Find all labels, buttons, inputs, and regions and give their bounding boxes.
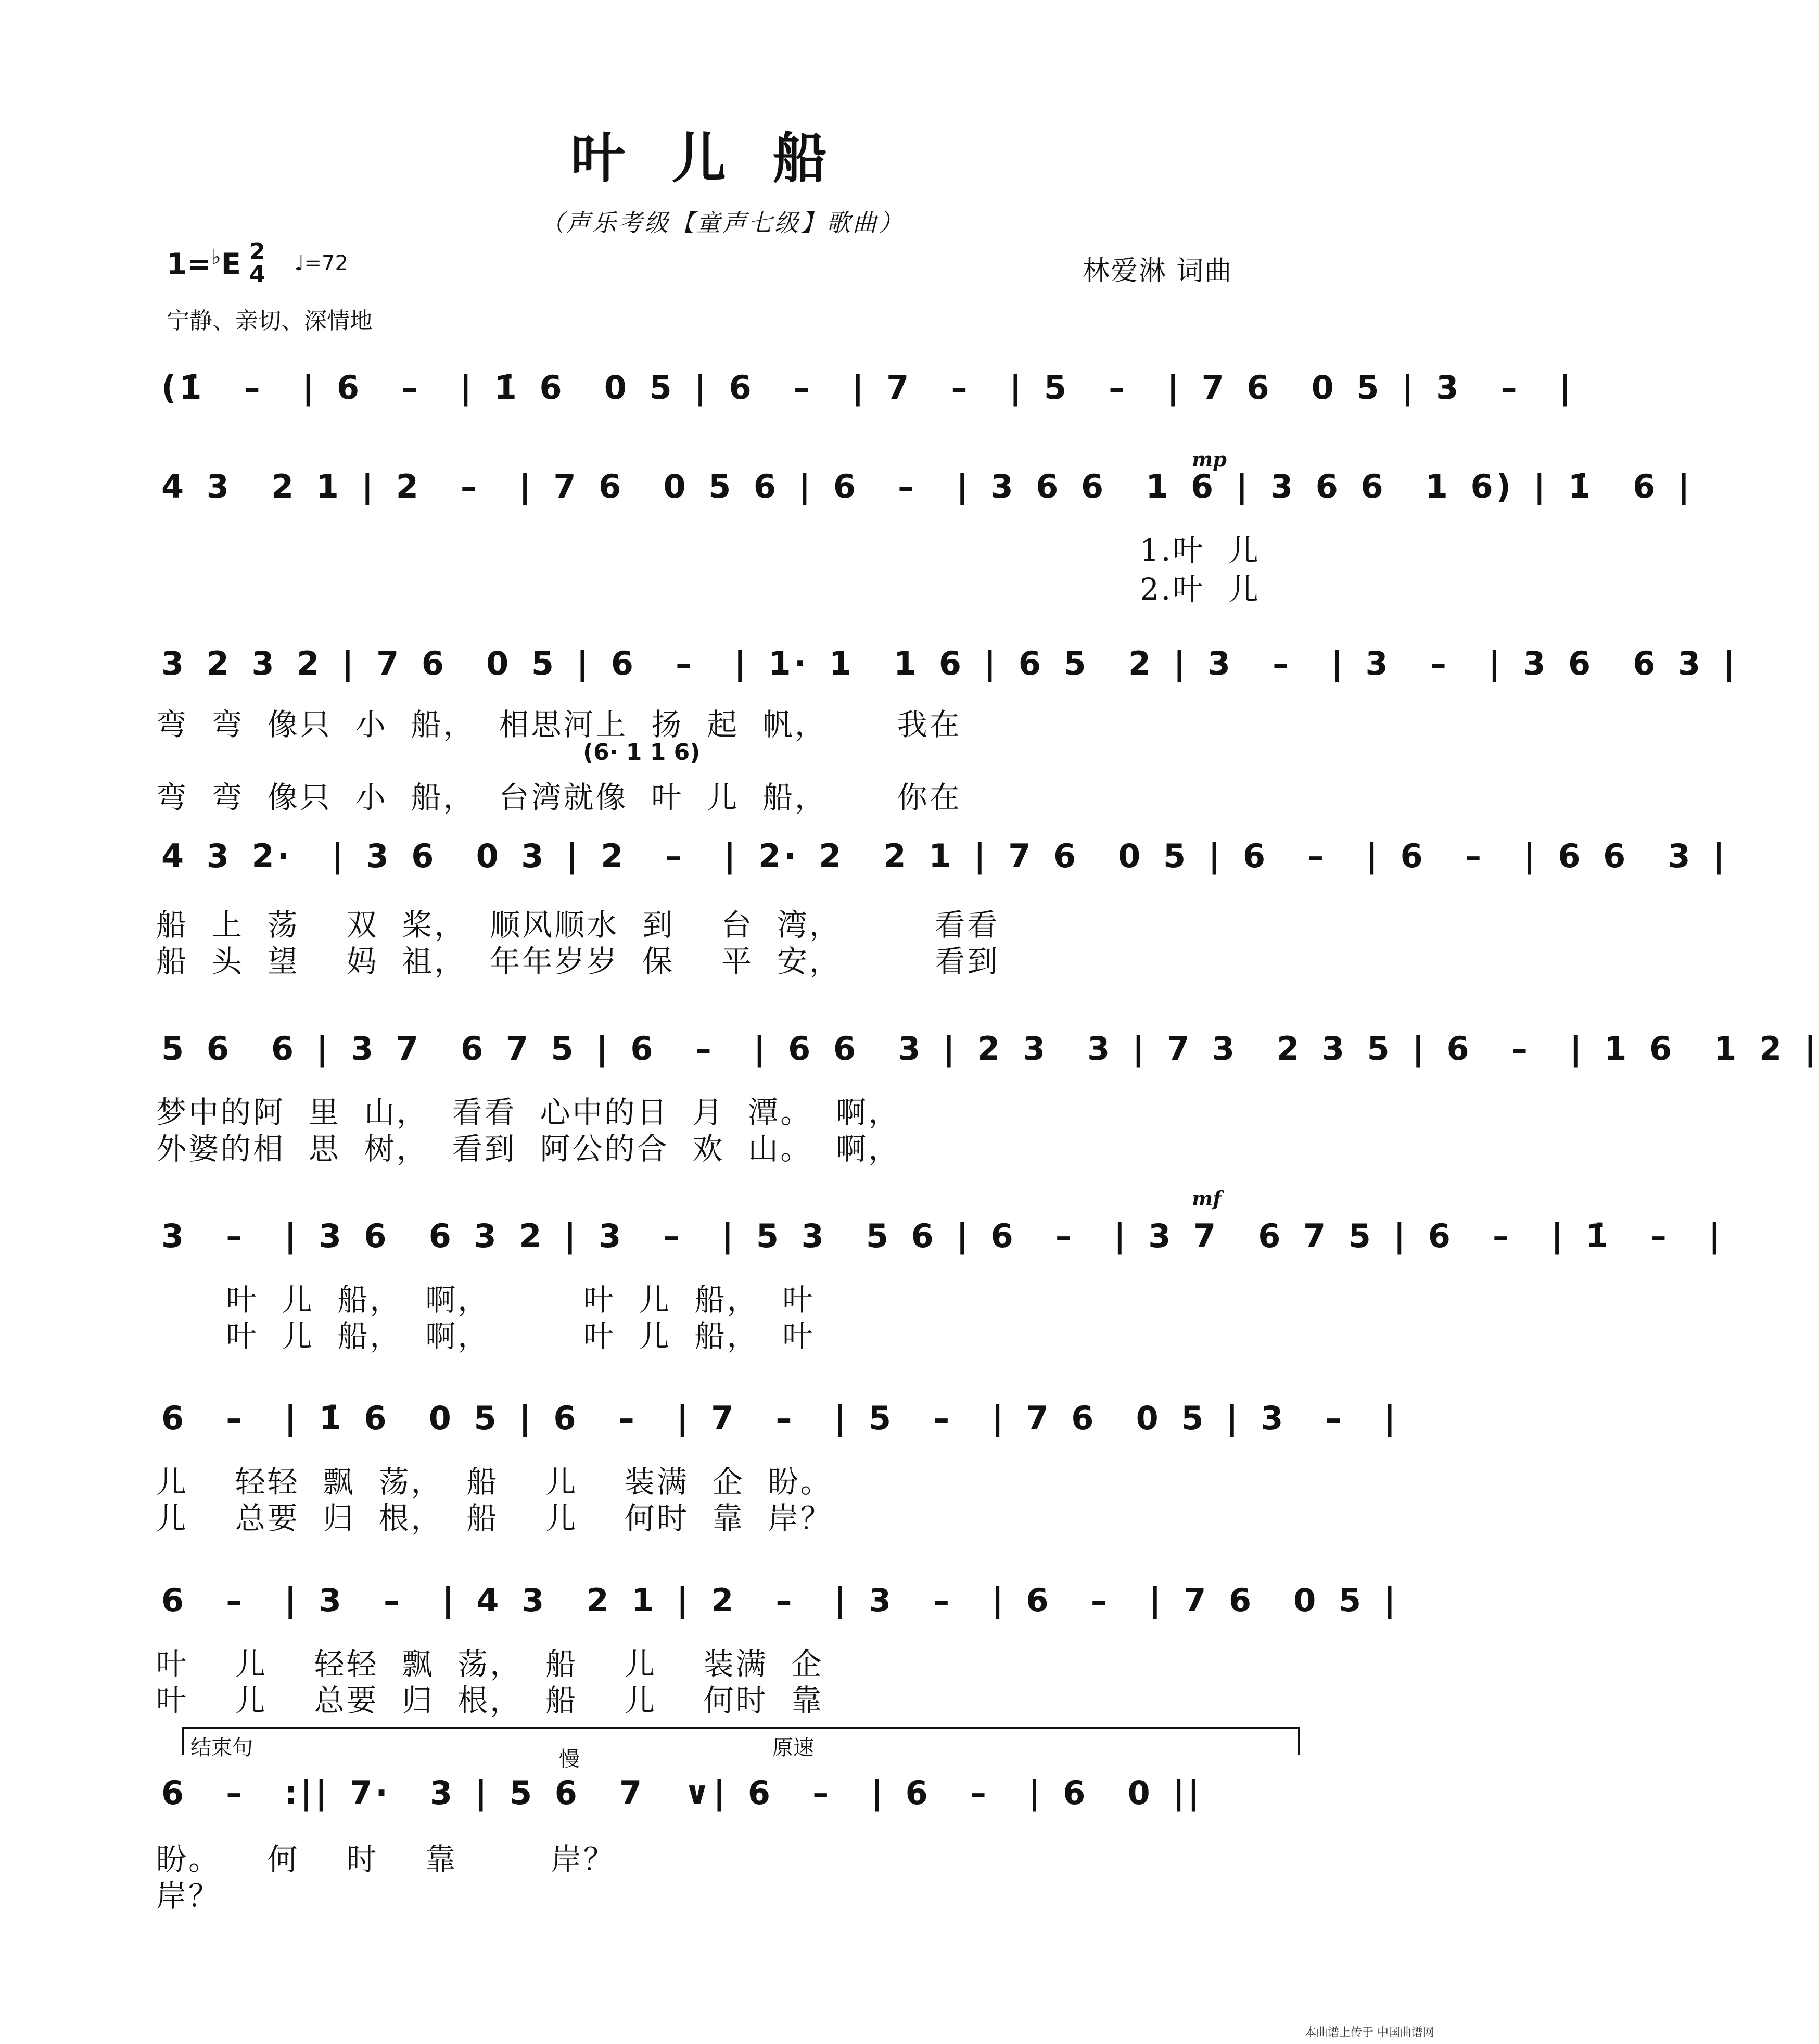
lyric-verse-2: 船 头 望 妈 祖， 年年岁岁 保 平 安， 看到 <box>156 944 1000 979</box>
lyric-verse-2: 外婆的相 思 树， 看到 阿公的合 欢 山。 啊， <box>156 1131 901 1166</box>
key-prefix: 1= <box>167 247 211 282</box>
lyric-verse-1: 叶 儿 船， 啊， 叶 儿 船， 叶 <box>156 1282 815 1317</box>
lyric-verse-1: 船 上 荡 双 桨， 顺风顺水 到 台 湾， 看看 <box>156 907 1000 943</box>
notes-line: (1̇ – | 6 – | 1̇ 6 0 5 | 6 – | 7 – | 5 – | 7 6 0 5 | 3 – | <box>161 369 1574 407</box>
notes-line: 5 6 6 | 3 7 6 7 5 | 6 – | 6 6 3 | 2 3 3 | 7 3 2 3 5 | 6 – | 1 6 1 2 | <box>161 1030 1819 1068</box>
notes-line: 6 – | 1̇ 6 0 5 | 6 – | 7 – | 5 – | 7 6 0 5 | 3 – | <box>161 1399 1399 1437</box>
expression-mark: 宁静、亲切、深情地 <box>167 308 373 334</box>
alternate-notes: (6· 1 1 6) <box>583 739 701 766</box>
notes-line: 3 – | 3 6 6 3 2 | 3 – | 5 3 5 6 | 6 – | 3 7 6 7 5 | 6 – | 1̇ – | <box>161 1217 1724 1255</box>
notation-row <box>151 359 1574 422</box>
tempo-mark: ♩=72 <box>294 251 348 275</box>
lyric-verse-2: 儿 总要 归 根， 船 儿 何时 靠 岸？ <box>156 1501 833 1536</box>
lyric-verse-2: 2.叶 儿 <box>1140 572 1261 607</box>
ending-label: 结束句 <box>190 1736 253 1760</box>
song-title: 叶儿船 <box>570 126 874 190</box>
lyric-verse-1: 梦中的阿 里 山， 看看 心中的日 月 潭。 啊， <box>156 1095 901 1130</box>
notes-line: 4 3 2· | 3 6 0 3 | 2 – | 2· 2 2 1 | 7 6 0 5 | 6 – | 6 – | 6 6 3 | <box>161 837 1728 875</box>
notation-row <box>151 458 1693 520</box>
lyric-verse-2: 叶 儿 总要 归 根， 船 儿 何时 靠 <box>156 1683 824 1718</box>
notes-line: 4 3 2 1 | 2 – | 7 6 0 5 6 | 6 – | 3 6 6 1 6 | 3 6 6 1 6) | 1̇ 6 | <box>161 467 1693 505</box>
dynamic-mp: mp <box>1192 448 1227 471</box>
lyric-verse-1: 叶 儿 轻轻 飘 荡， 船 儿 装满 企 <box>156 1646 824 1682</box>
notation-row <box>151 1208 1724 1270</box>
notation-row <box>151 1390 1399 1452</box>
time-signature <box>249 240 265 286</box>
lyric-verse-1: 盼。 何 时 靠 岸？ <box>156 1842 616 1877</box>
key-signature <box>167 240 348 286</box>
notation-row <box>151 1764 1312 1827</box>
ending-bracket <box>182 1727 1300 1771</box>
lyric-verse-1: 弯 弯 像只 小 船， 相思河上 扬 起 帆， 我在 <box>156 707 962 742</box>
key-name: E <box>221 247 241 282</box>
time-top: 2 <box>249 238 265 265</box>
notation-row <box>151 1572 1399 1634</box>
notes-line: 6 – :|| 7· 3 | 5 6 7 ∨| 6 – | 6 – | 6 0 || <box>161 1774 1203 1812</box>
lyric-verse-2: 叶 儿 船， 啊， 叶 儿 船， 叶 <box>156 1318 815 1354</box>
lyric-verse-1: 1.叶 儿 <box>1140 532 1261 568</box>
notation-row <box>151 1020 1819 1083</box>
slow-mark: 慢 <box>559 1747 580 1771</box>
source-footer: 本曲谱上传于 中国曲谱网 <box>1305 2026 1434 2039</box>
notation-row <box>151 635 1738 697</box>
notes-line: 3 2 3 2 | 7 6 0 5 | 6 – | 1· 1 1 6 | 6 5 2 | 3 – | 3 – | 3 6 6 3 | <box>161 644 1738 682</box>
notation-row <box>151 828 1728 890</box>
lyric-verse-2: 弯 弯 像只 小 船， 台湾就像 叶 儿 船， 你在 <box>156 780 962 815</box>
flat-sign: ♭ <box>211 245 221 270</box>
notes-line: 6 – | 3 – | 4 3 2 1 | 2 – | 3 – | 6 – | 7 6 0 5 | <box>161 1581 1399 1619</box>
time-bottom: 4 <box>249 261 265 288</box>
original-tempo-mark: 原速 <box>772 1736 814 1760</box>
dynamic-mf: mf <box>1192 1187 1222 1210</box>
lyric-verse-1: 儿 轻轻 飘 荡， 船 儿 装满 企 盼。 <box>156 1464 833 1500</box>
lyric-verse-2: 岸？ <box>156 1878 221 1913</box>
song-subtitle: （声乐考级【童声七级】歌曲） <box>540 209 905 237</box>
composer: 林爱淋 词曲 <box>1083 256 1233 287</box>
